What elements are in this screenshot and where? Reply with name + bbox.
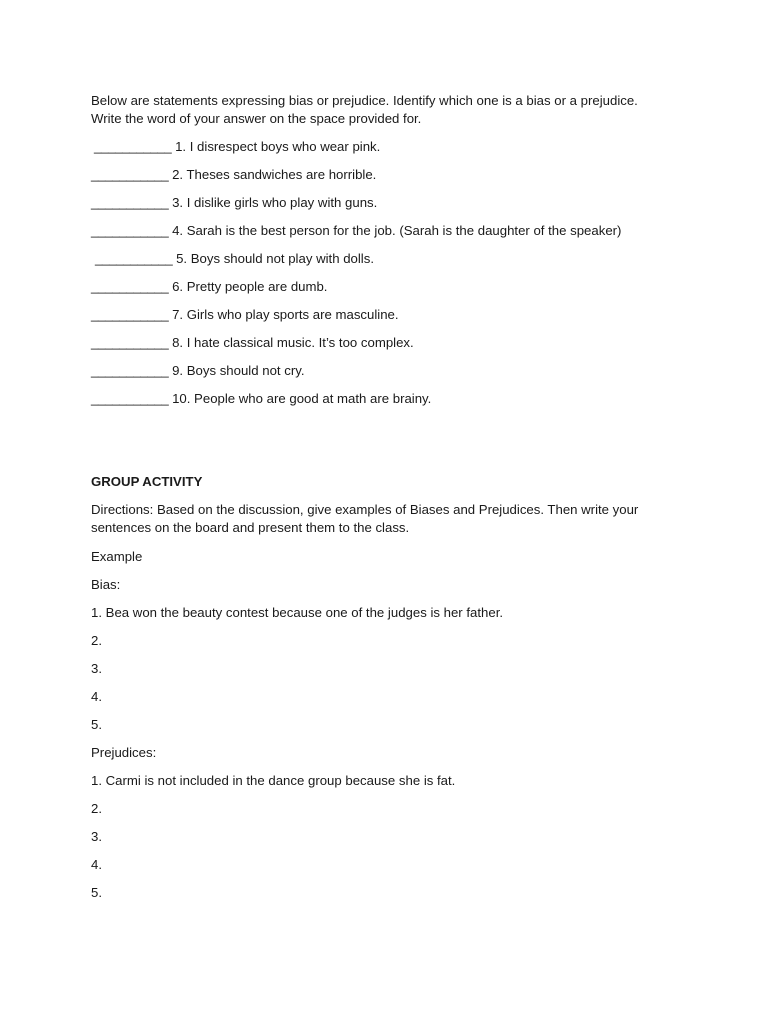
statement-6 <box>91 278 691 296</box>
answer-blank: ___________ <box>94 139 172 154</box>
statement-text: 4. Sarah is the best person for the job. (Sarah is the daughter of the speaker) <box>172 223 622 238</box>
statement-text: 3. I dislike girls who play with guns. <box>172 195 378 210</box>
statement-10 <box>91 390 691 408</box>
bias-item-1: 1. Bea won the beauty contest because one of the judges is her father. <box>91 605 504 620</box>
answer-blank: ___________ <box>91 223 169 238</box>
prejudice-item-1: 1. Carmi is not included in the dance group because she is fat. <box>91 773 456 788</box>
bias-item-4: 4. <box>91 689 102 704</box>
statement-text: 7. Girls who play sports are masculine. <box>172 307 399 322</box>
statement-text: 5. Boys should not play with dolls. <box>176 251 374 266</box>
statement-text: 8. I hate classical music. It’s too complex. <box>172 335 414 350</box>
instructions <box>91 92 691 128</box>
answer-blank: ___________ <box>91 363 169 378</box>
answer-blank: ___________ <box>91 307 169 322</box>
bias-item-2: 2. <box>91 633 102 648</box>
statement-text: 6. Pretty people are dumb. <box>172 279 328 294</box>
statement-9 <box>91 362 691 380</box>
prejudice-item-5: 5. <box>91 885 102 900</box>
prejudice-item-2: 2. <box>91 801 102 816</box>
statement-text: 1. I disrespect boys who wear pink. <box>175 139 381 154</box>
statement-5 <box>95 250 695 268</box>
answer-blank: ___________ <box>91 391 169 406</box>
answer-blank: ___________ <box>95 251 173 266</box>
statement-text: 9. Boys should not cry. <box>172 363 305 378</box>
prejudice-item-3: 3. <box>91 829 102 844</box>
statement-1 <box>94 138 694 156</box>
answer-blank: ___________ <box>91 195 169 210</box>
directions-line-1: Directions: Based on the discussion, give examples of Biases and Prejudices. Then write your <box>91 502 639 517</box>
answer-blank: ___________ <box>91 167 169 182</box>
prejudices-label: Prejudices: <box>91 745 157 760</box>
prejudice-item-4: 4. <box>91 857 102 872</box>
example-label: Example <box>91 549 143 564</box>
statement-7 <box>91 306 691 324</box>
directions <box>91 501 691 537</box>
bias-item-5: 5. <box>91 717 102 732</box>
instructions-line-2: Write the word of your answer on the space provided for. <box>91 111 422 126</box>
statement-3 <box>91 194 691 212</box>
group-activity-heading: GROUP ACTIVITY <box>91 474 203 489</box>
bias-item-3: 3. <box>91 661 102 676</box>
directions-line-2: sentences on the board and present them to the class. <box>91 520 410 535</box>
bias-label: Bias: <box>91 577 121 592</box>
statement-2 <box>91 166 691 184</box>
answer-blank: ___________ <box>91 279 169 294</box>
instructions-line-1: Below are statements expressing bias or prejudice. Identify which one is a bias or a prejudice. <box>91 93 638 108</box>
statement-text: 10. People who are good at math are brainy. <box>172 391 432 406</box>
statement-4 <box>91 222 691 240</box>
statement-8 <box>91 334 691 352</box>
answer-blank: ___________ <box>91 335 169 350</box>
statement-text: 2. Theses sandwiches are horrible. <box>172 167 377 182</box>
